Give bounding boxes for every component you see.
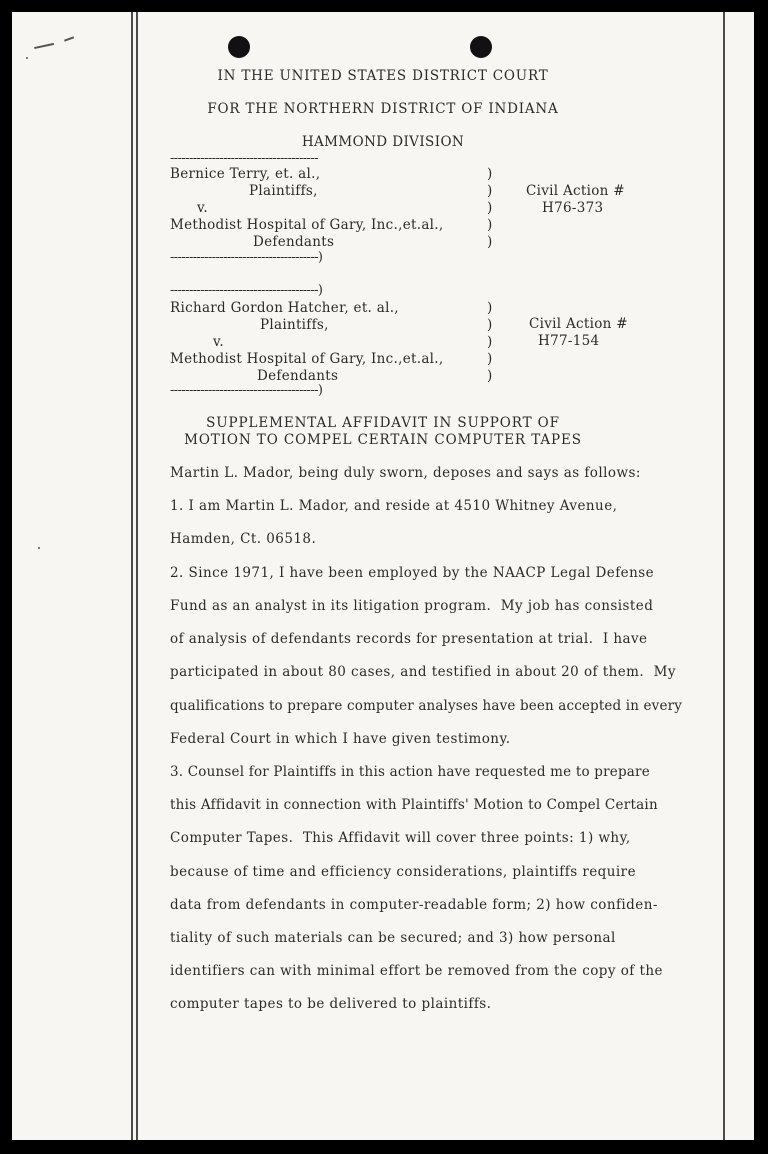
court-district: FOR THE NORTHERN DISTRICT OF INDIANA [207,101,559,117]
case2-paren: ) [487,300,493,316]
caption-rule-close: ---------------------------------------) [170,383,323,398]
case1-paren: ) [487,166,493,182]
case1-action-label: Civil Action # [526,183,625,199]
body-line: Martin L. Mador, being duly sworn, deposes and says as follows: [170,465,641,481]
case1-paren: ) [487,183,493,199]
body-line: computer tapes to be delivered to plaintiffs. [170,996,492,1012]
body-line: Fund as an analyst in its litigation program. My job has consisted [170,598,654,614]
case2-paren: ) [487,334,493,350]
caption-rule: --------------------------------------- [170,151,318,166]
body-line: this Affidavit in connection with Plaintiffs' Motion to Compel Certain [170,797,658,813]
case1-plaintiff-name: Bernice Terry, et. al., [170,166,321,182]
case1-defendant-role: Defendants [253,234,335,250]
body-line: participated in about 80 cases, and testified in about 20 of them. My [170,664,676,680]
case2-paren: ) [487,351,493,367]
case1-action-number: H76-373 [542,200,604,216]
case2-paren: ) [487,368,493,384]
body-line: 3. Counsel for Plaintiffs in this action have requested me to prepare [170,764,650,780]
paper-speck [34,43,54,49]
document-page [12,12,754,1140]
body-line: qualifications to prepare computer analyses have been accepted in every [170,698,682,714]
body-line: Federal Court in which I have given testimony. [170,731,511,747]
case1-defendant-name: Methodist Hospital of Gary, Inc.,et.al., [170,217,444,233]
margin-line-left-outer [131,12,133,1140]
case2-defendant-name: Methodist Hospital of Gary, Inc.,et.al., [170,351,444,367]
caption-rule-close: ---------------------------------------) [170,250,323,265]
body-line: 1. I am Martin L. Mador, and reside at 4510 Whitney Avenue, [170,498,618,514]
case2-action-number: H77-154 [538,333,600,349]
body-line: identifiers can with minimal effort be removed from the copy of the [170,963,663,979]
paper-dot [26,57,28,59]
paper-dot [38,547,40,549]
body-line: 2. Since 1971, I have been employed by the NAACP Legal Defense [170,565,655,581]
body-line: tiality of such materials can be secured; and 3) how personal [170,930,616,946]
punch-hole-right [470,36,492,58]
case1-versus: v. [197,200,208,216]
case2-plaintiff-name: Richard Gordon Hatcher, et. al., [170,300,399,316]
case2-paren: ) [487,317,493,333]
caption-rule-close: ---------------------------------------) [170,283,323,298]
court-name: IN THE UNITED STATES DISTRICT COURT [217,68,549,84]
case2-defendant-role: Defendants [257,368,339,384]
case2-plaintiff-role: Plaintiffs, [260,317,329,333]
case1-plaintiff-role: Plaintiffs, [249,183,318,199]
case2-action-label: Civil Action # [529,316,628,332]
case1-paren: ) [487,217,493,233]
body-line: Computer Tapes. This Affidavit will cover three points: 1) why, [170,830,631,846]
punch-hole-left [228,36,250,58]
case1-paren: ) [487,234,493,250]
body-line: of analysis of defendants records for presentation at trial. I have [170,631,648,647]
body-line: Hamden, Ct. 06518. [170,531,317,547]
affidavit-title-line2: MOTION TO COMPEL CERTAIN COMPUTER TAPES [184,432,582,448]
margin-line-right [723,12,725,1140]
margin-line-left-inner [136,12,138,1140]
court-division: HAMMOND DIVISION [301,134,465,150]
body-line: data from defendants in computer-readable form; 2) how confiden- [170,897,658,913]
case2-versus: v. [213,334,224,350]
affidavit-title-line1: SUPPLEMENTAL AFFIDAVIT IN SUPPORT OF [206,415,560,431]
case1-paren: ) [487,200,493,216]
paper-speck [64,36,74,41]
body-line: because of time and efficiency considerations, plaintiffs require [170,864,637,880]
